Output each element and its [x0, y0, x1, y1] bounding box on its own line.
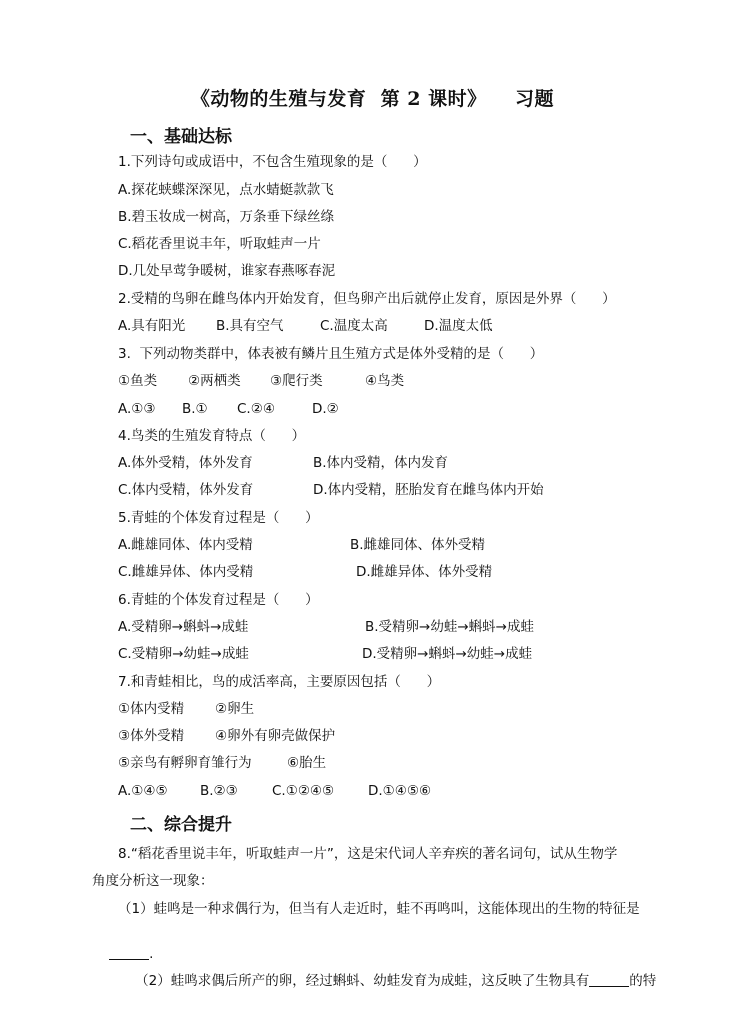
question-4-option-c: C.体内受精，体外发育 [118, 482, 254, 498]
question-2-option-b: B.具有空气 [216, 318, 284, 334]
question-8-stem-line-1: 8.“稻花香里说丰年，听取蛙声一片”，这是宋代词人辛弃疾的著名词句，试从生物学 [118, 846, 618, 862]
question-6-option-b: B.受精卵→幼蛙→蝌蚪→成蛙 [365, 619, 534, 635]
question-5-stem: 5.青蛙的个体发育过程是（ ） [118, 510, 319, 526]
question-2-option-c: C.温度太高 [320, 318, 388, 334]
question-6-option-a: A.受精卵→蝌蚪→成蛙 [118, 619, 249, 635]
question-5-option-c: C.雌雄异体、体内受精 [118, 564, 254, 580]
question-1-option-a: A.探花蛱蝶深深见，点水蜻蜓款款飞 [118, 182, 334, 198]
question-3-item-4: ④鸟类 [365, 373, 405, 389]
question-4-option-a: A.体外受精，体外发育 [118, 455, 253, 471]
question-2-option-d: D.温度太低 [424, 318, 493, 334]
question-3-stem: 3. 下列动物类群中，体表被有鳞片且生殖方式是体外受精的是（ ） [118, 346, 544, 362]
question-4-option-b: B.体内受精，体内发育 [313, 455, 449, 471]
question-5-option-b: B.雌雄同体、体外受精 [350, 537, 486, 553]
question-3-option-a: A.①③ [118, 401, 156, 417]
question-8-part-2-text: （2）蛙鸣求偶后所产的卵，经过蝌蚪、幼蛙发育为成蛙，这反映了生物具有 [135, 973, 590, 989]
question-7-option-a: A.①④⑤ [118, 783, 168, 799]
question-7-item-2: ②卵生 [215, 701, 255, 717]
question-8-part-1-text: （1）蛙鸣是一种求偶行为，但当有人走近时，蛙不再鸣叫，这能体现出的生物的特征是 [118, 901, 640, 917]
question-3-item-2: ②两栖类 [188, 373, 241, 389]
question-6-stem: 6.青蛙的个体发育过程是（ ） [118, 592, 319, 608]
page-title: 《动物的生殖与发育 第 2 课时》 习题 [190, 88, 555, 110]
question-7-option-b: B.②③ [200, 783, 238, 799]
question-6-option-d: D.受精卵→蝌蚪→幼蛙→成蛙 [362, 646, 533, 662]
question-7-item-3: ③体外受精 [118, 728, 185, 744]
question-7-item-5: ⑤亲鸟有孵卵育雏行为 [118, 755, 252, 771]
answer-blank-2[interactable] [589, 972, 629, 987]
question-7-item-6: ⑥胎生 [287, 755, 327, 771]
question-8-part-2-line [118, 954, 656, 1008]
question-8-stem-line-2: 角度分析这一现象： [92, 873, 214, 889]
question-1-option-c: C.稻花香里说丰年，听取蛙声一片 [118, 236, 321, 252]
question-7-item-1: ①体内受精 [118, 701, 185, 717]
question-2-option-a: A.具有阳光 [118, 318, 186, 334]
question-3-option-b: B.① [182, 401, 208, 417]
question-7-stem: 7.和青蛙相比，鸟的成活率高，主要原因包括（ ） [118, 674, 441, 690]
question-7-item-4: ④卵外有卵壳做保护 [215, 728, 336, 744]
question-8-part-2-end: 的特 [629, 973, 657, 989]
section-heading-comprehensive: 二、综合提升 [130, 815, 232, 835]
question-1-option-d: D.几处早莺争暖树，谁家春燕啄春泥 [118, 263, 336, 279]
question-4-option-d: D.体内受精，胚胎发育在雌鸟体内开始 [313, 482, 544, 498]
question-3-item-3: ③爬行类 [270, 373, 323, 389]
question-4-stem: 4.鸟类的生殖发育特点（ ） [118, 428, 306, 444]
question-5-option-a: A.雌雄同体、体内受精 [118, 537, 253, 553]
section-heading-basic: 一、基础达标 [130, 127, 232, 147]
question-8-part-1-end: . [149, 946, 154, 962]
question-1-option-b: B.碧玉妆成一树高，万条垂下绿丝绦 [118, 209, 335, 225]
question-3-option-d: D.② [312, 401, 339, 417]
question-3-option-c: C.②④ [237, 401, 275, 417]
question-1-stem: 1.下列诗句或成语中，不包含生殖现象的是（ ） [118, 154, 427, 170]
question-7-option-c: C.①②④⑤ [272, 783, 335, 799]
question-6-option-c: C.受精卵→幼蛙→成蛙 [118, 646, 249, 662]
question-5-option-d: D.雌雄异体、体外受精 [356, 564, 493, 580]
question-7-option-d: D.①④⑤⑥ [368, 783, 432, 799]
question-2-stem: 2.受精的鸟卵在雌鸟体内开始发育，但鸟卵产出后就停止发育，原因是外界（ ） [118, 291, 616, 307]
question-3-item-1: ①鱼类 [118, 373, 158, 389]
